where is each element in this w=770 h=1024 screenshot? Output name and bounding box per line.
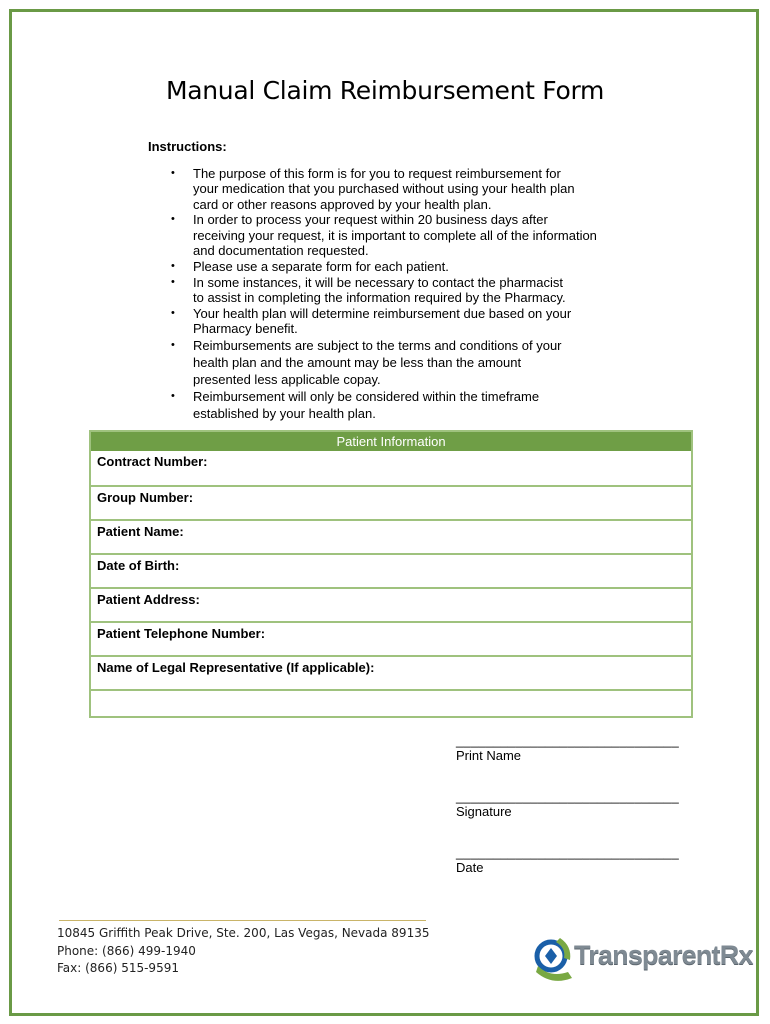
instruction-item: • Please use a separate form for each patient.: [171, 258, 449, 274]
signature-block[interactable]: [456, 789, 679, 819]
patient-name-field[interactable]: Patient Name:: [91, 519, 691, 553]
transparentrx-logo: [532, 932, 753, 982]
print-name-label: Print Name: [456, 748, 522, 763]
patient-address-field[interactable]: Patient Address:: [91, 587, 691, 621]
instruction-item: • In order to process your request within 20 business days after receiving your request, it is important to complete all of the information and documentation requested.: [171, 212, 597, 258]
instructions-list: [170, 166, 630, 423]
footer-phone: Phone: (866) 499-1940: [57, 943, 196, 958]
footer-fax: Fax: (866) 515-9591: [57, 961, 179, 975]
bullet-icon: •: [171, 213, 175, 226]
footer-contact: [57, 925, 429, 978]
group-number-field[interactable]: Group Number:: [91, 485, 691, 519]
bullet-icon: •: [171, 338, 175, 351]
patient-information-header: Patient Information: [91, 432, 691, 451]
instruction-item: • Reimbursements are subject to the terms and conditions of your health plan and the amount may be less than the amount presented less applicable copay.: [171, 337, 562, 387]
bullet-icon: •: [171, 390, 175, 403]
instruction-item: • Your health plan will determine reimbursement due based on your Pharmacy benefit.: [171, 305, 572, 336]
bullet-icon: •: [171, 275, 175, 288]
footer-address: 10845 Griffith Peak Drive, Ste. 200, Las Vegas, Nevada 89135: [57, 926, 430, 940]
signature-line[interactable]: ______________________________: [456, 789, 679, 804]
page-title: Manual Claim Reimbursement Form: [165, 76, 605, 105]
patient-telephone-field[interactable]: Patient Telephone Number:: [91, 621, 691, 655]
patient-information-table: [89, 430, 693, 718]
print-name-block[interactable]: [456, 733, 679, 763]
bullet-icon: •: [171, 306, 175, 319]
bullet-icon: •: [171, 259, 175, 272]
instruction-item: • In some instances, it will be necessary to contact the pharmacist to assist in completing the information required by the Pharmacy.: [171, 274, 566, 305]
footer-divider: [59, 920, 426, 921]
legal-representative-field[interactable]: Name of Legal Representative (If applicable):: [91, 655, 691, 689]
print-name-line[interactable]: ______________________________: [456, 733, 679, 748]
instruction-item: • Reimbursement will only be considered within the timeframe established by your health plan.: [171, 389, 540, 422]
logo-text: TransparentRx: [574, 940, 753, 970]
signature-label: Signature: [456, 804, 512, 819]
bullet-icon: •: [171, 167, 175, 179]
instructions-heading: Instructions:: [148, 139, 227, 154]
date-label: Date: [456, 860, 484, 875]
contract-number-field[interactable]: Contract Number:: [97, 454, 208, 469]
blank-row[interactable]: [91, 689, 691, 716]
logo-mark-icon: [532, 932, 578, 982]
date-of-birth-field[interactable]: Date of Birth:: [91, 553, 691, 587]
instruction-item: • The purpose of this form is for you to request reimbursement for your medication that you purchased without using your health plan card or other reasons approved by your health plan.: [171, 166, 575, 212]
date-line[interactable]: ______________________________: [456, 845, 679, 860]
date-block[interactable]: [456, 845, 679, 875]
